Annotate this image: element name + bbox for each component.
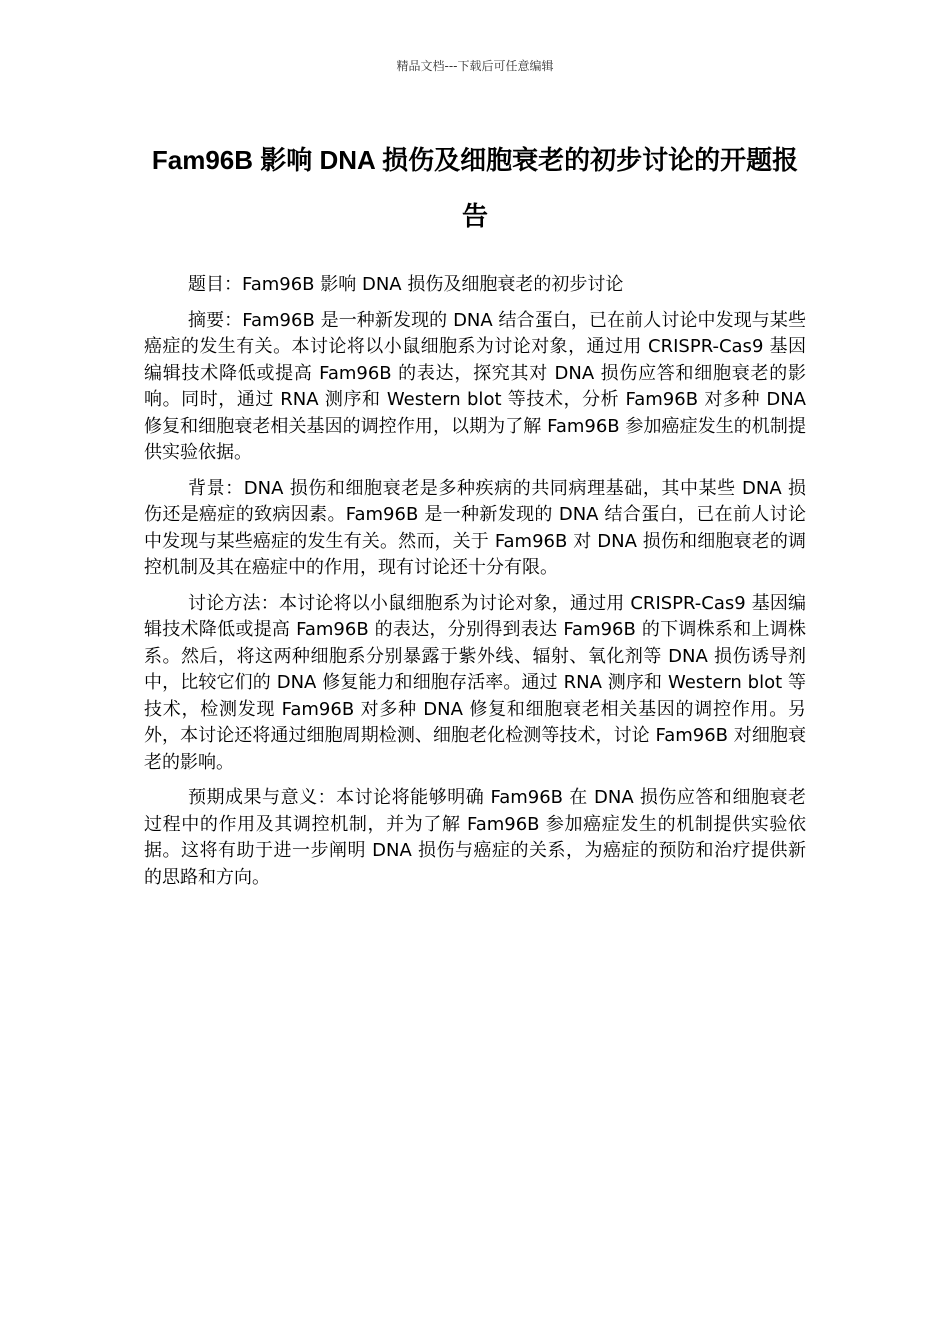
paragraph-label: 题目： <box>188 274 242 295</box>
paragraph-label: 讨论方法： <box>188 592 279 614</box>
document-body <box>144 272 806 900</box>
paragraph-topic <box>144 272 806 299</box>
paragraph-label: 摘要： <box>188 309 243 331</box>
paragraph-abstract <box>144 308 806 467</box>
paragraph-background <box>144 476 806 582</box>
document-title: Fam96B 影响 DNA 损伤及细胞衰老的初步讨论的开题报告 <box>151 145 799 231</box>
paragraph-content: Fam96B 是一种新发现的 DNA 结合蛋白，已在前人讨论中发现与某些癌症的发生有关。本讨论将以小鼠细胞系为讨论对象，通过用 CRISPR-Cas9 基因编辑技术降低或提高 Fam96B 的表达，探究其对 DNA 损伤应答和细胞衰老的影响。同时，通过 RNA 测序和 Western blot 等技术，分析 Fam96B 对多种 DNA 修复和细胞衰老相关基因的调控作用，以期为了解 Fam96B 参加癌症发生的机制提供实验依据。 <box>144 309 806 463</box>
header-note: 精品文档---下载后可任意编辑 <box>396 59 554 73</box>
paragraph-content: 本讨论将能够明确 Fam96B 在 DNA 损伤应答和细胞衰老过程中的作用及其调控机制，并为了解 Fam96B 参加癌症发生的机制提供实验依据。这将有助于进一步阐明 DNA 损伤与癌症的关系，为癌症的预防和治疗提供新的思路和方向。 <box>144 787 806 888</box>
paragraph-label: 背景： <box>188 477 244 499</box>
paragraph-content: 本讨论将以小鼠细胞系为讨论对象，通过用 CRISPR-Cas9 基因编辑技术降低或提高 Fam96B 的表达，分别得到表达 Fam96B 的下调株系和上调株系。然后，将这两种细胞系分别暴露于紫外线、辐射、氧化剂等 DNA 损伤诱导剂中，比较它们的 DNA 修复能力和细胞存活率。通过 RNA 测序和 Western blot 等技术，检测发现 Fam96B 对多种 DNA 修复和细胞衰老相关基因的调控作用。另外，本讨论还将通过细胞周期检测、细胞老化检测等技术，讨论 Fam96B 对细胞衰老的影响。 <box>144 592 807 773</box>
paragraph-content: Fam96B 影响 DNA 损伤及细胞衰老的初步讨论 <box>242 274 624 295</box>
paragraph-methods <box>144 591 806 777</box>
paragraph-label: 预期成果与意义： <box>188 787 337 808</box>
paragraph-content: DNA 损伤和细胞衰老是多种疾病的共同病理基础，其中某些 DNA 损伤还是癌症的致病因素。Fam96B 是一种新发现的 DNA 结合蛋白，已在前人讨论中发现与某些癌症的发生有关。然而，关于 Fam96B 对 DNA 损伤和细胞衰老的调控机制及其在癌症中的作用，现有讨论还十分有限。 <box>144 477 806 578</box>
paragraph-expected-results <box>144 785 806 891</box>
